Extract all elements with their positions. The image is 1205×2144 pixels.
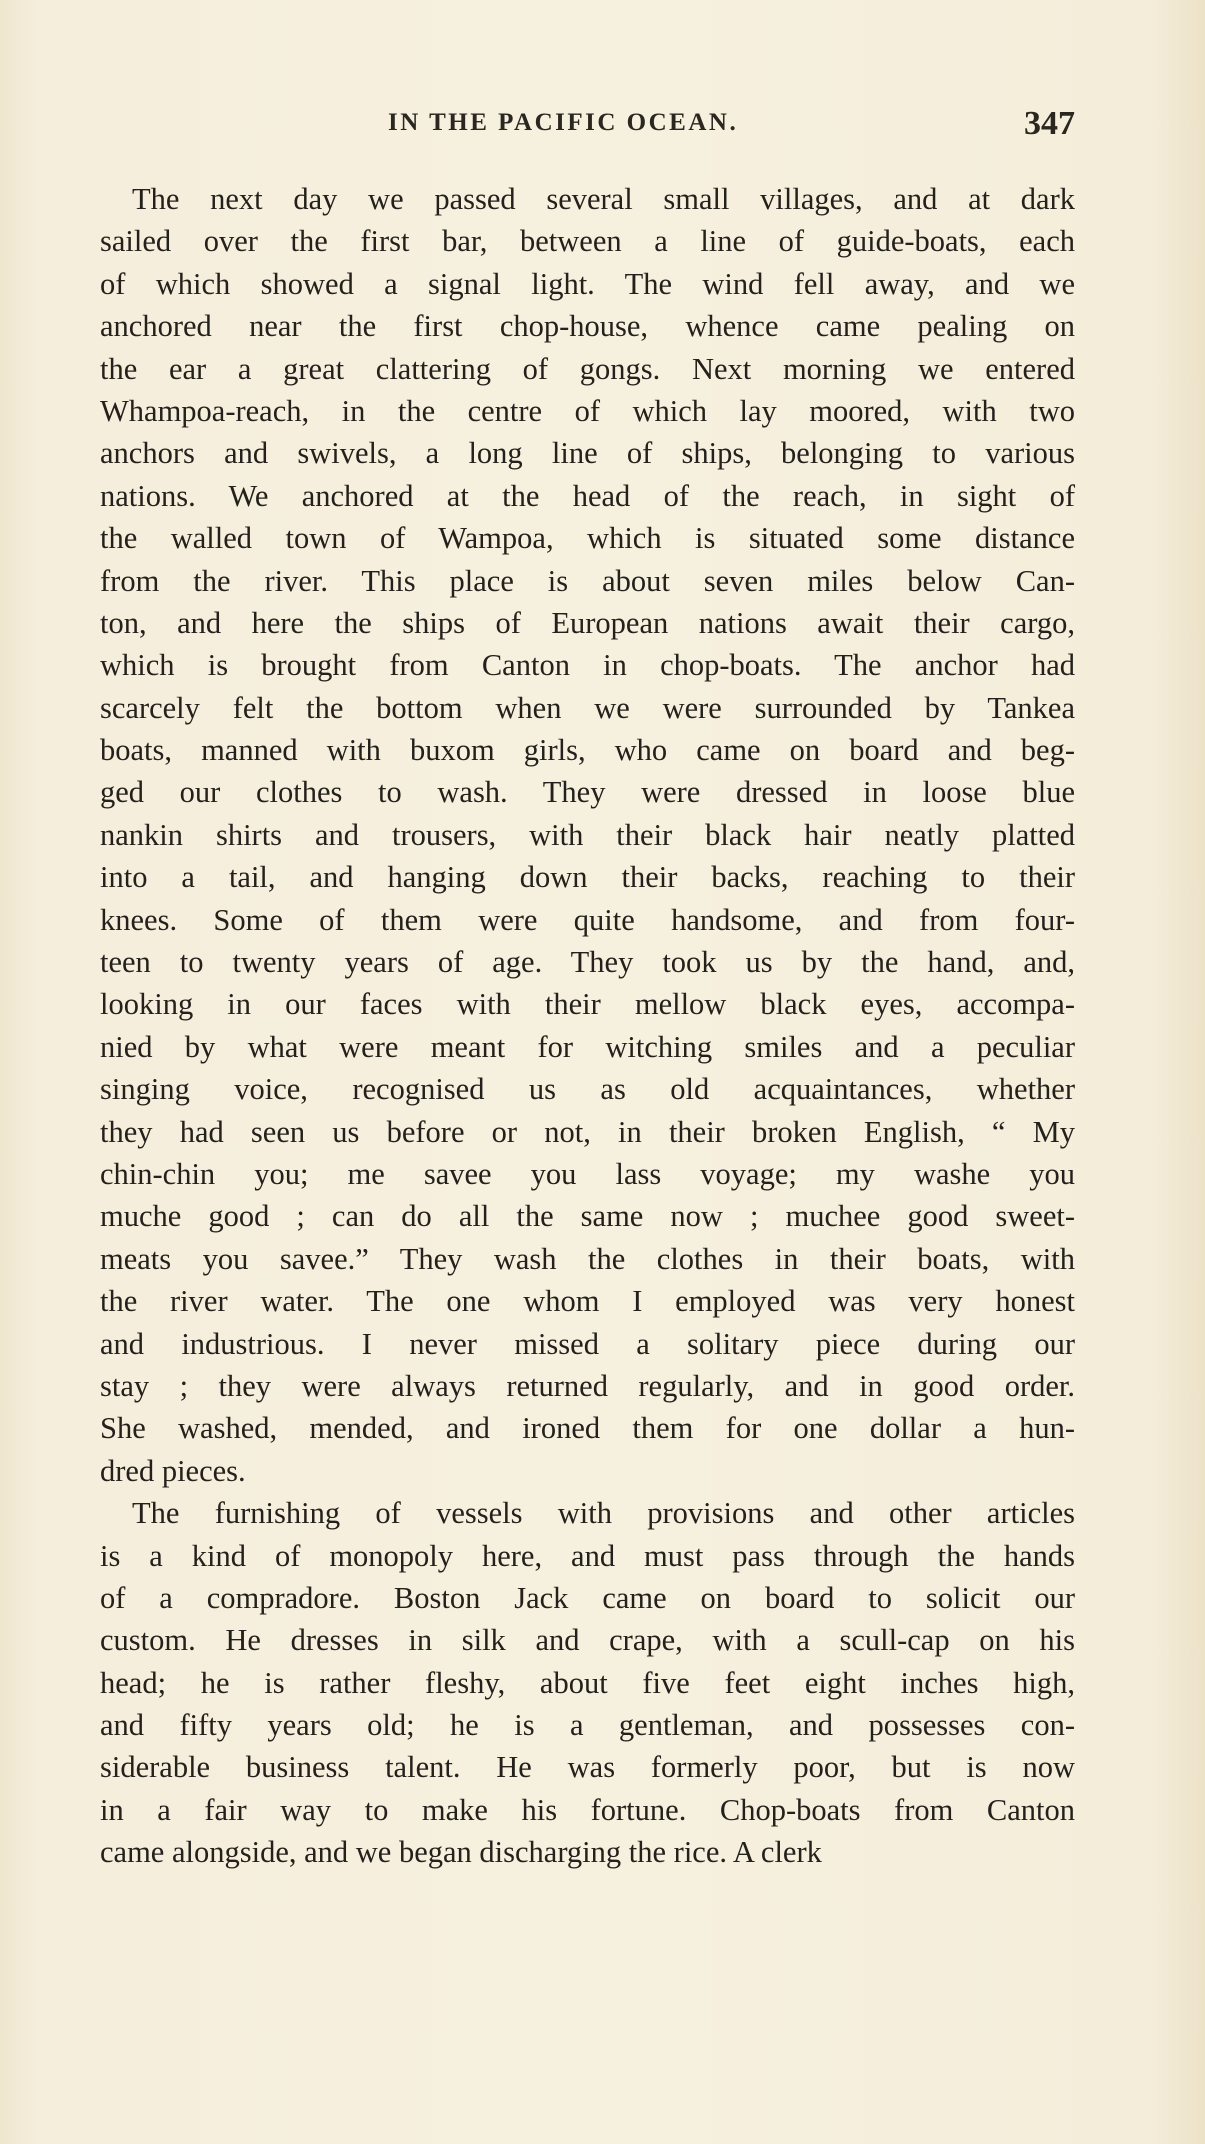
text-line: which is brought from Canton in chop-boats. The anchor had	[100, 648, 1075, 683]
running-head: IN THE PACIFIC OCEAN.	[388, 109, 739, 136]
text-line: custom. He dresses in silk and crape, with a scull-cap on his	[100, 1623, 1075, 1658]
text-line: Whampoa-reach, in the centre of which lay moored, with two	[100, 393, 1075, 428]
text-line: of which showed a signal light. The wind fell away, and we	[100, 266, 1075, 301]
text-line: dred pieces.	[100, 1453, 246, 1488]
paragraph	[100, 1492, 1075, 1874]
text-line: anchors and swivels, a long line of ships, belonging to various	[100, 436, 1075, 471]
text-line: meats you savee.” They wash the clothes in their boats, with	[100, 1241, 1075, 1276]
paragraph	[100, 178, 1075, 1492]
text-line: nations. We anchored at the head of the reach, in sight of	[100, 478, 1075, 513]
text-line: scarcely felt the bottom when we were surrounded by Tankea	[100, 690, 1075, 725]
text-line: is a kind of monopoly here, and must pass through the hands	[100, 1538, 1075, 1573]
text-line: The furnishing of vessels with provisions and other articles	[132, 1496, 1075, 1531]
text-line: into a tail, and hanging down their backs, reaching to their	[100, 860, 1075, 895]
text-line: and fifty years old; he is a gentleman, and possesses con-	[100, 1708, 1075, 1743]
text-line: they had seen us before or not, in their broken English, “ My	[100, 1114, 1075, 1149]
text-line: anchored near the first chop-house, whence came pealing on	[100, 309, 1075, 344]
text-line: She washed, mended, and ironed them for one dollar a hun-	[100, 1411, 1075, 1446]
text-line: teen to twenty years of age. They took us by the hand, and,	[100, 945, 1075, 980]
text-line: knees. Some of them were quite handsome, and from four-	[100, 902, 1075, 937]
text-line: the river water. The one whom I employed was very honest	[100, 1284, 1075, 1319]
page-number: 347	[1024, 105, 1075, 142]
text-line: looking in our faces with their mellow black eyes, accompa-	[100, 987, 1075, 1022]
text-line: the ear a great clattering of gongs. Next morning we entered	[100, 351, 1075, 386]
text-line: the walled town of Wampoa, which is situated some distance	[100, 521, 1075, 556]
text-line: in a fair way to make his fortune. Chop-boats from Canton	[100, 1792, 1075, 1827]
text-line: from the river. This place is about seven miles below Can-	[100, 563, 1075, 598]
text-line: head; he is rather fleshy, about five feet eight inches high,	[100, 1665, 1075, 1700]
text-line: siderable business talent. He was formerly poor, but is now	[100, 1750, 1075, 1785]
text-line: muche good ; can do all the same now ; muchee good sweet-	[100, 1199, 1075, 1234]
text-line: and industrious. I never missed a solitary piece during our	[100, 1326, 1075, 1361]
page-header	[100, 105, 1075, 155]
text-line: sailed over the first bar, between a line of guide-boats, each	[100, 224, 1075, 259]
text-line: ton, and here the ships of European nations await their cargo,	[100, 605, 1075, 640]
text-line: came alongside, and we began discharging the rice. A clerk	[100, 1835, 822, 1870]
text-line: singing voice, recognised us as old acquaintances, whether	[100, 1072, 1075, 1107]
text-line: stay ; they were always returned regularly, and in good order.	[100, 1368, 1075, 1403]
body-text	[100, 178, 1075, 1874]
text-line: of a compradore. Boston Jack came on board to solicit our	[100, 1580, 1075, 1615]
text-line: nied by what were meant for witching smiles and a peculiar	[100, 1029, 1075, 1064]
text-line: chin-chin you; me savee you lass voyage; my washe you	[100, 1156, 1075, 1191]
text-line: ged our clothes to wash. They were dressed in loose blue	[100, 775, 1075, 810]
text-line: boats, manned with buxom girls, who came on board and beg-	[100, 733, 1075, 768]
text-line: The next day we passed several small villages, and at dark	[132, 182, 1075, 216]
text-line: nankin shirts and trousers, with their black hair neatly platted	[100, 817, 1075, 852]
